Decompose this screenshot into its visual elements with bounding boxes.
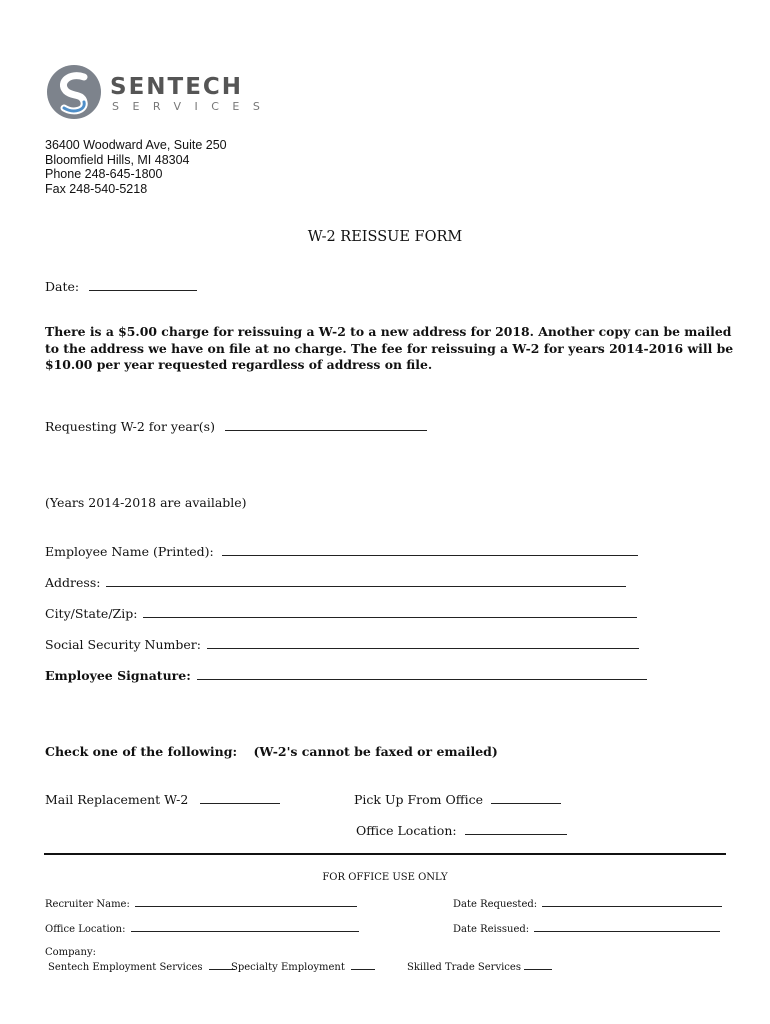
sentech-employment-row [48, 960, 235, 973]
address-label: Address: [45, 575, 101, 590]
ssn-row [45, 636, 639, 652]
company-logo [44, 60, 274, 124]
mail-replacement-checkbox[interactable] [200, 791, 280, 804]
address-street: 36400 Woodward Ave, Suite 250 [45, 138, 227, 152]
specialty-employment-row [231, 960, 375, 973]
office-location-admin-label: Office Location: [45, 924, 126, 935]
years-note: (Years 2014-2018 are available) [45, 495, 247, 510]
recruiter-name-label: Recruiter Name: [45, 899, 130, 910]
fee-notice: There is a $5.00 charge for reissuing a W-2 to a new address for 2018. Another copy can be mailed to the address we have on file at no charge. The fee for reissuing a W-2 for years 2014-2016 will be $10.00 per year requested regardless of address on file. [45, 324, 734, 372]
date-requested-row [453, 897, 722, 910]
requesting-label: Requesting W-2 for year(s) [45, 419, 215, 434]
employee-name-label: Employee Name (Printed): [45, 544, 214, 559]
office-location-admin-field[interactable] [131, 922, 359, 932]
office-location-admin-row [45, 922, 359, 935]
check-note: (W-2's cannot be faxed or emailed) [253, 744, 498, 759]
date-requested-field[interactable] [542, 897, 722, 907]
signature-row [45, 667, 647, 683]
date-field[interactable] [89, 278, 197, 291]
date-label: Date: [45, 279, 80, 294]
requesting-row [45, 418, 427, 434]
logo-subtitle: SERVICES [112, 100, 274, 113]
check-row [45, 744, 498, 759]
office-location-row [356, 822, 567, 838]
date-requested-label: Date Requested: [453, 899, 538, 910]
pick-up-label: Pick Up From Office [354, 792, 483, 807]
recruiter-name-row [45, 897, 357, 910]
sentech-employment-label: Sentech Employment Services [48, 962, 203, 973]
office-use-divider [44, 853, 726, 855]
employee-name-field[interactable] [222, 543, 638, 556]
ssn-field[interactable] [207, 636, 639, 649]
mail-replacement-row [45, 791, 280, 807]
skilled-trade-row [407, 960, 552, 973]
address-fax: Fax 248-540-5218 [45, 181, 148, 196]
logo-wordmark: SENTECH [110, 74, 244, 100]
specialty-employment-label: Specialty Employment [231, 962, 345, 973]
pick-up-row [354, 791, 561, 807]
recruiter-name-field[interactable] [135, 897, 357, 907]
employee-name-row [45, 543, 638, 559]
address-row [45, 574, 626, 590]
city-state-zip-row [45, 605, 637, 621]
skilled-trade-label: Skilled Trade Services [407, 962, 521, 973]
mail-replacement-label: Mail Replacement W-2 [45, 792, 189, 807]
specialty-employment-checkbox[interactable] [351, 960, 375, 970]
date-reissued-label: Date Reissued: [453, 924, 530, 935]
company-address [45, 138, 227, 196]
city-state-zip-field[interactable] [143, 605, 637, 618]
ssn-label: Social Security Number: [45, 637, 201, 652]
skilled-trade-checkbox[interactable] [524, 960, 552, 970]
signature-field[interactable] [197, 667, 647, 680]
requesting-years-field[interactable] [225, 418, 427, 431]
address-phone: Phone 248-645-1800 [45, 167, 163, 181]
pick-up-checkbox[interactable] [491, 791, 561, 804]
address-city: Bloomfield Hills, MI 48304 [45, 152, 190, 167]
check-label: Check one of the following: [45, 744, 238, 759]
sentech-logo-icon [44, 62, 104, 122]
date-row [45, 278, 197, 294]
address-field[interactable] [106, 574, 626, 587]
form-title: W-2 REISSUE FORM [307, 229, 463, 245]
office-location-label: Office Location: [356, 823, 457, 838]
office-location-field[interactable] [465, 822, 567, 835]
date-reissued-field[interactable] [534, 922, 720, 932]
date-reissued-row [453, 922, 720, 935]
signature-label: Employee Signature: [45, 668, 191, 683]
city-state-zip-label: City/State/Zip: [45, 606, 138, 621]
company-label: Company: [45, 947, 96, 958]
office-use-heading: FOR OFFICE USE ONLY [322, 872, 448, 883]
